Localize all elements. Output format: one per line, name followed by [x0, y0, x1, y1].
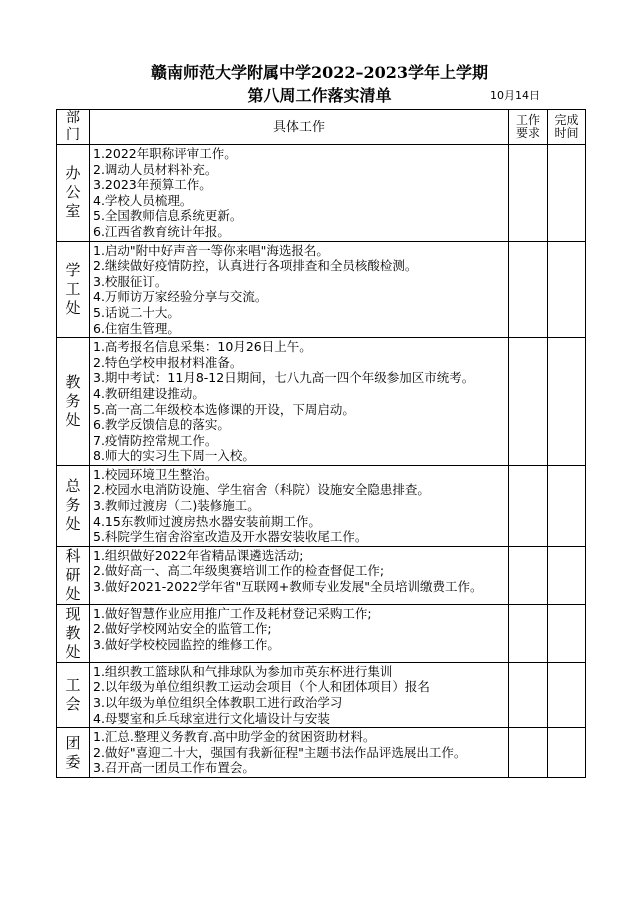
header-dept-char: 门 — [66, 127, 80, 143]
work-item: 1.汇总.整理义务教育.高中助学金的贫困资助材料。 — [93, 729, 376, 745]
header-time-line: 完成 — [554, 113, 579, 127]
requirement-cell — [509, 241, 548, 338]
department-char: 会 — [65, 695, 81, 714]
department-cell — [57, 465, 90, 546]
work-item: 5.科院学生宿舍浴室改造及开水器安装收尾工作。 — [93, 529, 368, 545]
work-item: 2.做好学校网站安全的监管工作; — [93, 621, 272, 637]
work-items-cell — [90, 546, 509, 604]
header-req-line: 工作 — [515, 113, 540, 127]
department-cell — [57, 338, 90, 466]
table-row — [57, 728, 586, 778]
work-item: 5.话说二十大。 — [93, 304, 180, 320]
department-char: 委 — [65, 752, 81, 771]
completion-time-cell — [548, 546, 586, 604]
table-row — [57, 546, 586, 604]
department-char: 处 — [65, 584, 81, 603]
work-table — [56, 109, 586, 778]
table-row — [57, 145, 586, 242]
completion-time-cell — [548, 145, 586, 242]
work-items-cell — [90, 241, 509, 338]
department-char: 办 — [65, 164, 81, 183]
work-item: 3.2023年预算工作。 — [93, 177, 212, 193]
work-item: 6.江西省教育统计年报。 — [93, 223, 230, 239]
work-item: 3.做好2021-2022学年省"互联网+教师专业发展"全员培训缴费工作。 — [93, 579, 483, 595]
work-item: 8.师大的实习生下周一入校。 — [93, 448, 255, 464]
requirement-cell — [509, 604, 548, 662]
document-title-line2: 第八周工作落实清单 — [247, 86, 392, 105]
requirement-cell — [509, 546, 548, 604]
work-item: 3.期中考试：11月8-12日期间，七八九高一四个年级参加区市统考。 — [93, 370, 475, 386]
document-title-line1: 赣南师范大学附属中学2022–2023学年上学期 — [150, 63, 489, 82]
work-item: 2.做好"喜迎二十大，强国有我新征程"主题书法作品评选展出工作。 — [93, 744, 467, 760]
header-completion-time — [548, 110, 586, 145]
department-cell — [57, 546, 90, 604]
work-item: 2.做好高一、高二年级奥赛培训工作的检查督促工作; — [93, 563, 385, 579]
work-item: 5.高一高二年级校本选修课的开设，下周启动。 — [93, 401, 355, 417]
requirement-cell — [509, 465, 548, 546]
department-cell — [57, 662, 90, 727]
header-requirement — [509, 110, 548, 145]
work-items-cell — [90, 728, 509, 778]
department-char: 现 — [65, 604, 81, 623]
requirement-cell — [509, 728, 548, 778]
department-char: 务 — [65, 496, 81, 515]
department-char: 工 — [65, 676, 81, 695]
document-date: 10月14日 — [490, 89, 540, 102]
work-items-cell — [90, 465, 509, 546]
work-item: 4.学校人员梳理。 — [93, 192, 193, 208]
work-item: 1.2022年职称评审工作。 — [93, 146, 237, 161]
header-dept-char: 部 — [66, 110, 80, 126]
requirement-cell — [509, 338, 548, 466]
department-char: 处 — [65, 411, 81, 429]
work-item: 1.组织做好2022年省精品课遴选活动; — [93, 547, 304, 563]
completion-time-cell — [548, 662, 586, 727]
work-item: 3.做好学校校园监控的维修工作。 — [93, 637, 280, 653]
department-char: 务 — [65, 392, 81, 410]
table-row — [57, 604, 586, 662]
work-items-cell — [90, 604, 509, 662]
work-item: 4.15东教师过渡房热水器安装前期工作。 — [93, 513, 321, 529]
work-items-cell — [90, 338, 509, 466]
work-item: 1.组织教工篮球队和气排球队为参加市英东杯进行集训 — [93, 663, 393, 679]
table-row — [57, 241, 586, 338]
work-item: 4.母婴室和乒乓球室进行文化墙设计与安装 — [93, 710, 330, 726]
work-item: 3.校服征订。 — [93, 273, 168, 289]
completion-time-cell — [548, 241, 586, 338]
work-item: 1.校园环境卫生整治。 — [93, 466, 218, 482]
department-char: 总 — [65, 477, 81, 496]
department-char: 公 — [65, 183, 81, 202]
requirement-cell — [509, 662, 548, 727]
department-char: 工 — [65, 279, 81, 298]
work-item: 6.教学反馈信息的落实。 — [93, 417, 230, 433]
work-item: 2.继续做好疫情防控，认真进行各项排查和全员核酸检测。 — [93, 258, 418, 274]
header-dept — [57, 110, 90, 145]
department-char: 处 — [65, 515, 81, 534]
department-char: 研 — [65, 565, 81, 584]
table-row — [57, 662, 586, 727]
department-char: 室 — [65, 202, 81, 221]
department-char: 处 — [65, 298, 81, 317]
work-items-cell — [90, 662, 509, 727]
work-item: 4.万师访万家经验分享与交流。 — [93, 289, 268, 305]
completion-time-cell — [548, 338, 586, 466]
department-cell — [57, 728, 90, 778]
work-item: 2.校园水电消防设施、学生宿舍（科院）设施安全隐患排查。 — [93, 482, 430, 498]
work-item: 2.以年级为单位组织教工运动会项目（个人和团体项目）报名 — [93, 679, 430, 695]
work-item: 4.教研组建设推动。 — [93, 385, 205, 401]
work-item: 6.住宿生管理。 — [93, 320, 180, 336]
table-row — [57, 338, 586, 466]
header-work: 具体工作 — [90, 110, 509, 145]
work-item: 3.召开高一团员工作布置会。 — [93, 760, 255, 776]
requirement-cell — [509, 145, 548, 242]
completion-time-cell — [548, 728, 586, 778]
department-cell — [57, 145, 90, 242]
department-char: 团 — [65, 733, 81, 752]
completion-time-cell — [548, 465, 586, 546]
work-item: 7.疫情防控常规工作。 — [93, 432, 218, 448]
work-item: 3.教师过渡房（二)装修施工。 — [93, 498, 260, 514]
department-char: 处 — [65, 642, 81, 661]
work-item: 3.以年级为单位组织全体教职工进行政治学习 — [93, 695, 343, 711]
department-char: 教 — [65, 373, 81, 391]
table-header-row — [57, 110, 586, 145]
header-req-line: 要求 — [515, 126, 540, 140]
department-cell — [57, 604, 90, 662]
department-cell — [57, 241, 90, 338]
department-char: 学 — [65, 260, 81, 279]
completion-time-cell — [548, 604, 586, 662]
work-item: 2.特色学校申报材料准备。 — [93, 354, 243, 370]
work-item: 5.全国教师信息系统更新。 — [93, 208, 243, 224]
department-char: 教 — [65, 623, 81, 642]
department-char: 科 — [65, 546, 81, 565]
work-item: 1.高考报名信息采集：10月26日上午。 — [93, 339, 312, 355]
work-item: 1.启动"附中好声音一等你来唱"海选报名。 — [93, 242, 329, 258]
table-row — [57, 465, 586, 546]
header-time-line: 时间 — [554, 126, 579, 140]
work-items-cell — [90, 145, 509, 242]
work-item: 2.调动人员材料补充。 — [93, 161, 218, 177]
work-item: 1.做好智慧作业应用推广工作及耗材登记采购工作; — [93, 605, 372, 621]
